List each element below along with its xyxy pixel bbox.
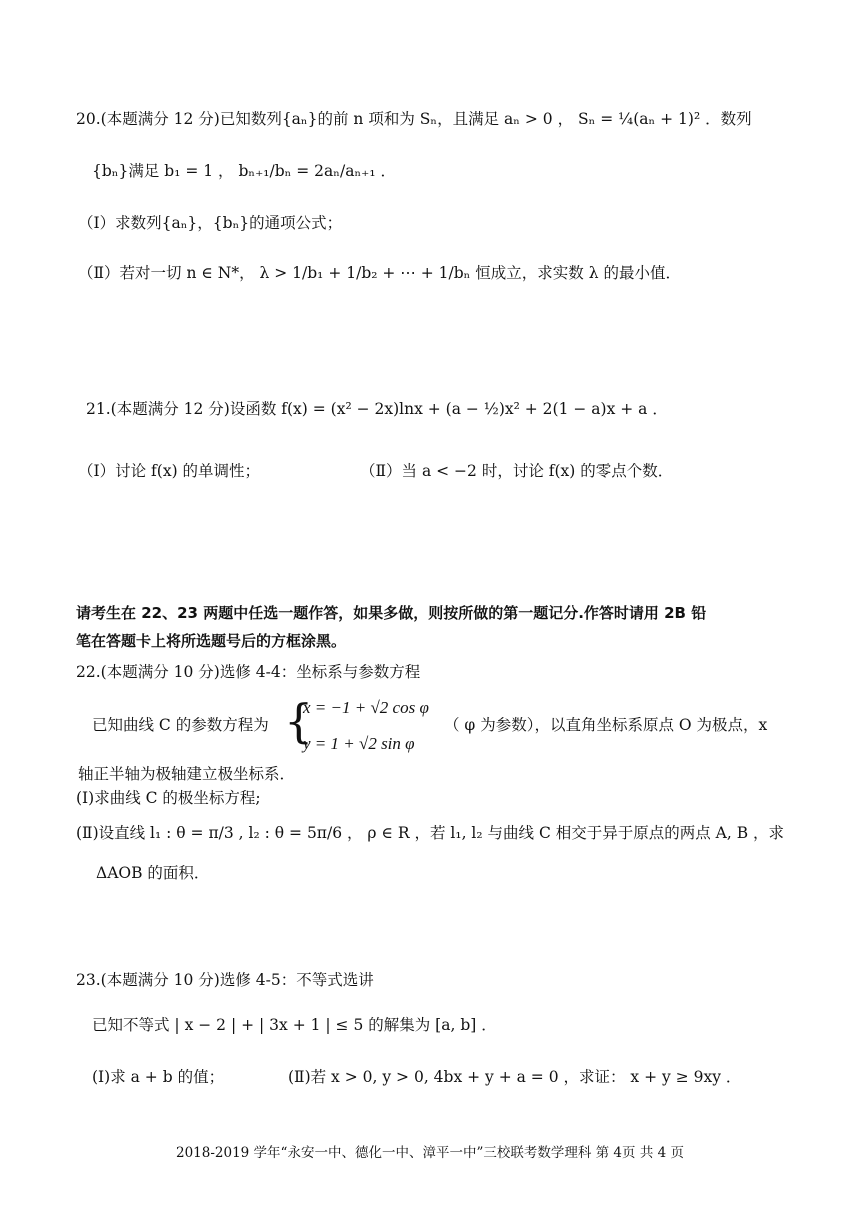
q22-brace: {: [284, 694, 314, 748]
q20-line2: {bₙ}满足 b₁ = 1 ， bₙ₊₁/bₙ = 2aₙ/aₙ₊₁ ．: [92, 162, 396, 180]
q23-intro: 已知不等式 | x − 2 | + | 3x + 1 | ≤ 5 的解集为 [a, b] ．: [92, 1016, 497, 1034]
q21-header: 21.(本题满分 12 分)设函数 f(x) = (x² − 2x)lnx + (a − ½)x² + 2(1 − a)x + a ．: [86, 400, 668, 418]
q20-header: 20.(本题满分 12 分)已知数列{aₙ}的前 n 项和为 Sₙ，且满足 aₙ > 0 ， Sₙ = ¼(aₙ + 1)² ．数列: [76, 110, 752, 128]
notice-line1: 请考生在 22、23 两题中任选一题作答，如果多做，则按所做的第一题记分.作答时请用 2B 铅: [76, 604, 707, 622]
q22-intro: 已知曲线 C 的参数方程为: [92, 716, 269, 734]
q22-eq-x: x = −1 + √2 cos φ: [303, 698, 429, 717]
page-footer: 2018-2019 学年“永安一中、德化一中、漳平一中”三校联考数学理科 第 4页 共 4 页: [175, 1145, 684, 1161]
q22-header: 22.(本题满分 10 分)选修 4-4：坐标系与参数方程: [76, 663, 421, 681]
q20-part1: （Ⅰ）求数列{aₙ}，{bₙ}的通项公式；: [78, 214, 343, 232]
q23-part2: (Ⅱ)若 x > 0, y > 0, 4bx + y + a = 0 ，求证： x + y ≥ 9xy ．: [288, 1068, 742, 1086]
q22-line2: 轴正半轴为极轴建立极坐标系．: [78, 765, 296, 783]
q22-part2: (Ⅱ)设直线 l₁ : θ = π/3 , l₂ : θ = 5π/6 ， ρ ∈ R ，若 l₁, l₂ 与曲线 C 相交于异于原点的两点 A, B ，求: [76, 824, 785, 842]
q21-part2: （Ⅱ）当 a < −2 时，讨论 f(x) 的零点个数．: [360, 462, 674, 480]
q22-part1: (Ⅰ)求曲线 C 的极坐标方程;: [76, 789, 261, 807]
q21-part1: （Ⅰ）讨论 f(x) 的单调性；: [78, 462, 261, 480]
q23-part1: (Ⅰ)求 a + b 的值；: [92, 1068, 225, 1086]
q23-header: 23.(本题满分 10 分)选修 4-5：不等式选讲: [76, 971, 374, 989]
q20-part2: （Ⅱ）若对一切 n ∈ N*， λ > 1/b₁ + 1/b₂ + ⋯ + 1/bₙ 恒成立，求实数 λ 的最小值．: [78, 264, 681, 282]
notice-line2: 笔在答题卡上将所选题号后的方框涂黑。: [76, 632, 347, 650]
q22-eq-y: y = 1 + √2 sin φ: [303, 734, 415, 753]
q22-intro-tail: （ φ 为参数），以直角坐标系原点 O 为极点，x: [444, 716, 768, 734]
q22-part2-line2: ΔAOB 的面积．: [96, 864, 210, 882]
